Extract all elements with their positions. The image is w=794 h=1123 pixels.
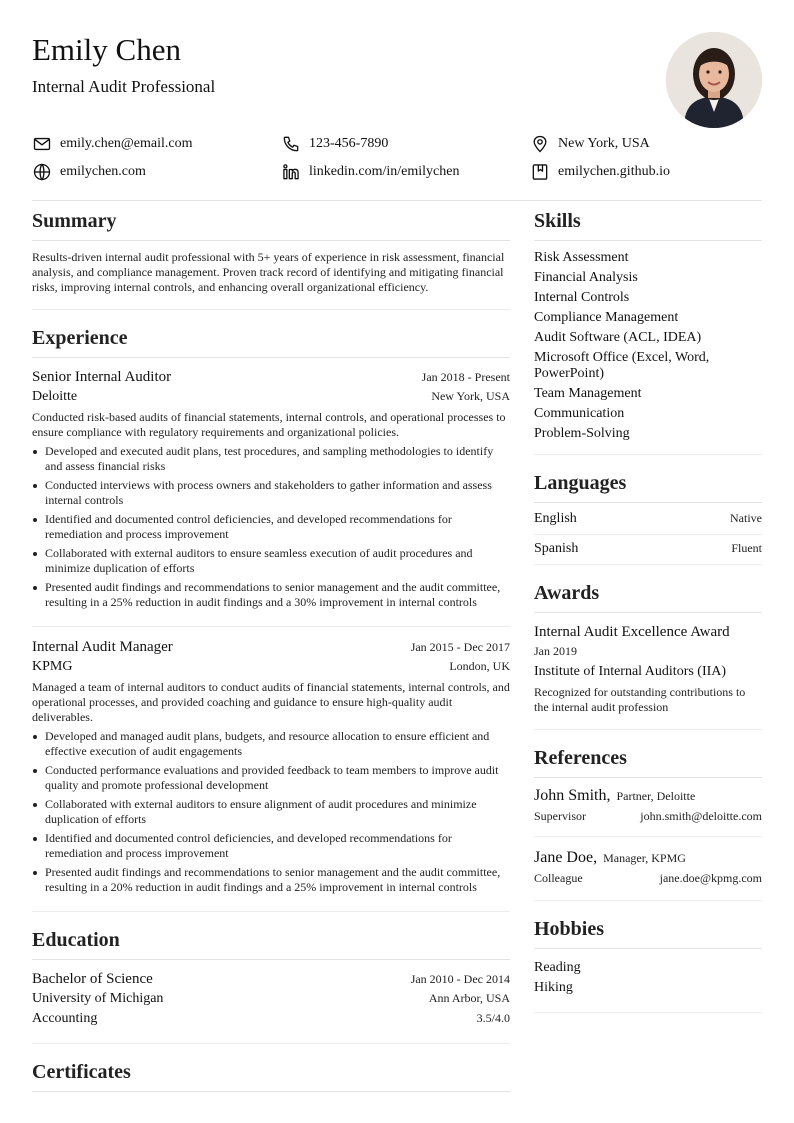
award-date: Jan 2019: [534, 644, 577, 658]
job-bullet: Identified and documented control deficiencies, and developed recommendations for remediation and process improvement: [32, 512, 510, 542]
job-bullet: Developed and executed audit plans, test procedures, and sampling methodologies to identify and assess financial risks: [32, 444, 510, 474]
contact-website[interactable]: [32, 162, 281, 182]
education-section: [32, 926, 510, 1044]
contact-list: [32, 134, 762, 182]
github-text: emilychen.github.io: [558, 164, 670, 179]
section-title-summary: Summary: [32, 207, 510, 241]
job-title: Senior Internal Auditor: [32, 369, 172, 385]
side-column: [534, 207, 762, 1027]
job-entry: [32, 637, 510, 912]
linkedin-text: linkedin.com/in/emilychen: [309, 164, 460, 179]
reference-position: Manager, KPMG: [603, 851, 686, 865]
section-title-hobbies: Hobbies: [534, 915, 762, 949]
language-name: Spanish: [534, 541, 579, 556]
summary-section: [32, 207, 510, 310]
job-dates: Jan 2015 - Dec 2017: [410, 640, 510, 654]
email-text: emily.chen@email.com: [60, 136, 193, 151]
skill-item: Risk Assessment: [534, 250, 629, 265]
skill-item: Compliance Management: [534, 310, 679, 325]
skill-item: Internal Controls: [534, 290, 630, 305]
reference-email[interactable]: jane.doe@kpmg.com: [659, 871, 762, 885]
job-bullet: Collaborated with external auditors to ensure seamless execution of audit procedures and minimize duplication of efforts: [32, 546, 510, 576]
skill-item: Financial Analysis: [534, 270, 638, 285]
skill-item: Audit Software (ACL, IDEA): [534, 330, 702, 345]
school: University of Michigan: [32, 991, 164, 1006]
reference-name: Jane Doe,: [534, 849, 598, 866]
section-title-experience: Experience: [32, 324, 510, 358]
summary-text: Results-driven internal audit professional with 5+ years of experience in risk assessment, financial analysis, and compliance management. Proven track record of identifying and mitigating financial risks, improving internal controls, and enhancing overall organizational efficiency.: [32, 250, 505, 294]
section-title-awards: Awards: [534, 579, 762, 613]
school-location: Ann Arbor, USA: [428, 991, 510, 1005]
language-level: Native: [730, 511, 762, 525]
globe-icon: [32, 162, 52, 182]
reference-name: John Smith,: [534, 787, 611, 804]
main-column: [32, 207, 510, 1101]
section-title-certificates: Certificates: [32, 1058, 510, 1092]
job-bullet: Developed and managed audit plans, budgets, and resource allocation to ensure efficient and effective execution of audit engagements: [32, 729, 510, 759]
certificates-section: [32, 1058, 510, 1092]
job-description: Managed a team of internal auditors to conduct audits of financial statements, internal controls, and operational processes, and provided coaching and guidance to ensure high-quality audit deliverables.: [32, 680, 510, 724]
education-dates: Jan 2010 - Dec 2014: [410, 972, 510, 986]
job-dates: Jan 2018 - Present: [421, 370, 510, 384]
skill-item: Problem-Solving: [534, 426, 630, 441]
language-row: [534, 505, 762, 535]
skill-item: Communication: [534, 406, 625, 421]
section-title-skills: Skills: [534, 207, 762, 241]
job-location: London, UK: [449, 659, 510, 673]
language-name: English: [534, 511, 577, 526]
field-of-study: Accounting: [32, 1011, 98, 1026]
contact-github[interactable]: [530, 162, 762, 182]
job-bullets: [32, 729, 510, 895]
avatar: [666, 32, 762, 128]
degree: Bachelor of Science: [32, 971, 153, 987]
resume-header: [32, 30, 762, 130]
job-company: Deloitte: [32, 389, 78, 404]
award-description: Recognized for outstanding contributions to the internal audit profession: [534, 685, 746, 714]
mail-icon: [32, 134, 52, 154]
language-row: [534, 535, 762, 564]
section-title-references: References: [534, 744, 762, 778]
job-title: Internal Audit Manager: [32, 639, 173, 655]
award-name: Internal Audit Excellence Award: [534, 624, 730, 640]
job-company: KPMG: [32, 659, 73, 674]
reference-relation: Colleague: [534, 871, 583, 885]
reference-relation: Supervisor: [534, 809, 586, 823]
job-bullet: Identified and documented control deficiencies, and developed recommendations for remediation and process improvement: [32, 831, 510, 861]
header-divider: [32, 200, 762, 201]
person-name: Emily Chen: [32, 32, 181, 67]
reference-email[interactable]: john.smith@deloitte.com: [640, 809, 762, 823]
location-pin-icon: [530, 134, 550, 154]
job-bullets: [32, 444, 510, 610]
reference-entry: [534, 849, 762, 886]
job-bullet: Conducted interviews with process owners and stakeholders to gather information and assess internal controls: [32, 478, 510, 508]
job-description: Conducted risk-based audits of financial statements, internal controls, and operational processes to ensure compliance with regulatory requirements and organizational policies.: [32, 410, 506, 439]
website-text: emilychen.com: [60, 164, 146, 179]
job-location: New York, USA: [431, 389, 510, 403]
location-text: New York, USA: [558, 136, 650, 151]
hobby-item: Hiking: [534, 980, 573, 995]
awards-section: [534, 579, 762, 730]
reference-entry: [534, 787, 762, 837]
hobbies-section: [534, 915, 762, 1013]
contact-email[interactable]: [32, 134, 281, 154]
contact-phone[interactable]: [281, 134, 530, 154]
languages-section: [534, 469, 762, 565]
contact-linkedin[interactable]: [281, 162, 530, 182]
hobby-item: Reading: [534, 960, 581, 975]
linkedin-icon: [281, 162, 301, 182]
skill-item: Team Management: [534, 386, 642, 401]
section-title-languages: Languages: [534, 469, 762, 503]
references-section: [534, 744, 762, 901]
job-bullet: Collaborated with external auditors to ensure alignment of audit procedures and minimize duplication of efforts: [32, 797, 510, 827]
phone-text: 123-456-7890: [309, 136, 389, 151]
section-title-education: Education: [32, 926, 510, 960]
avatar-photo: [666, 32, 762, 128]
contact-location: [530, 134, 762, 154]
gpa: 3.5/4.0: [476, 1011, 510, 1025]
language-level: Fluent: [731, 541, 762, 555]
job-entry: [32, 367, 510, 627]
professional-title: Internal Audit Professional: [32, 77, 216, 96]
skill-item: Microsoft Office (Excel, Word, PowerPoint): [534, 350, 710, 381]
bookmark-icon: [530, 162, 550, 182]
job-bullet: Conducted performance evaluations and provided feedback to team members to improve audit quality and promote professional development: [32, 763, 510, 793]
reference-position: Partner, Deloitte: [616, 789, 696, 803]
job-bullet: Presented audit findings and recommendations to senior management and the audit committee, resulting in a 25% reduction in audit findings and a 30% improvement in internal controls: [32, 580, 510, 610]
skills-section: [534, 207, 762, 455]
job-bullet: Presented audit findings and recommendations to senior management and the audit committee, resulting in a 20% reduction in audit findings and a 25% improvement in internal controls: [32, 865, 510, 895]
phone-icon: [281, 134, 301, 154]
award-issuer: Institute of Internal Auditors (IIA): [534, 664, 727, 679]
experience-section: [32, 324, 510, 912]
